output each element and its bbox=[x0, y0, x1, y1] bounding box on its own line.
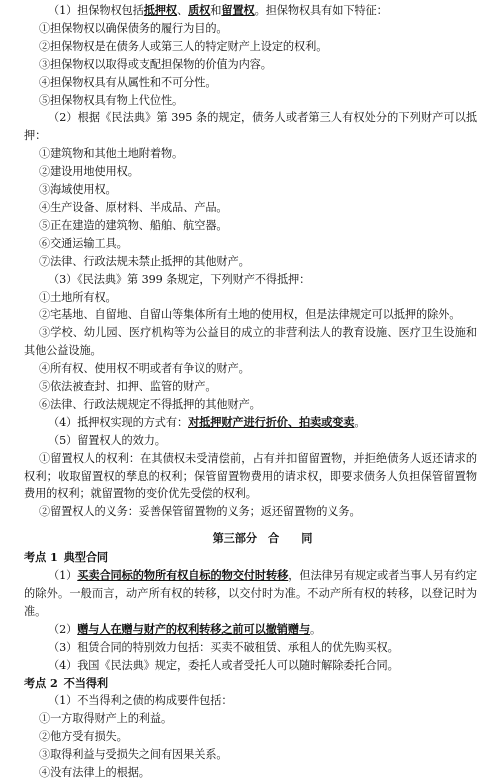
list-item: ①建筑物和其他土地附着物。 bbox=[39, 147, 184, 161]
text: 。 bbox=[354, 415, 366, 429]
topic-number: 考点 1 bbox=[24, 550, 58, 565]
list-item: ①土地所有权。 bbox=[39, 290, 117, 304]
list-item: ①留置权人的权利：在其债权未受清偿前，占有并扣留留置物，并拒绝债务人返还请求的权利；收取留置权的孳息的权利；保管留置物费用的请求权，即要求债务人负担保管留置物费用的权利；就留置物的变价优先受偿的权利。 bbox=[24, 451, 477, 501]
list-item: ⑤依法被查封、扣押、监管的财产。 bbox=[39, 380, 217, 394]
topic-title: 不当得利 bbox=[63, 675, 109, 690]
list-item: ②建设用地使用权。 bbox=[39, 165, 139, 179]
text: （1） bbox=[48, 569, 78, 583]
text: ，但法律另有规定或者当事人另有约定的除外。一般而言，动产所有权的转移，以交付时为准。不动产所有权的转移，以登记时为准。 bbox=[24, 569, 477, 618]
paragraph-mandate: （4）我国《民法典》规定，委托人或者受托人可以随时解除委托合同。 bbox=[48, 658, 399, 672]
list-item: ③海域使用权。 bbox=[39, 183, 117, 197]
paragraph-lien-effect: （5）留置权人的效力。 bbox=[48, 433, 166, 447]
emphasis-mortgage: 抵押权 bbox=[143, 3, 177, 17]
topic-heading bbox=[0, 675, 495, 693]
list-item: ①一方取得财产上的利益。 bbox=[39, 712, 173, 726]
emphasis-realization: 对抵押财产进行折价、拍卖或变卖 bbox=[188, 414, 355, 429]
list-item: ②担保物权是在债务人或第三人的特定财产上设定的权利。 bbox=[39, 39, 328, 53]
text: （2） bbox=[48, 622, 78, 636]
topic-heading bbox=[0, 549, 495, 567]
list-item: ⑤正在建造的建筑物、船舶、航空器。 bbox=[39, 218, 228, 232]
text: （1）担保物权包括 bbox=[48, 4, 144, 17]
list-item: ④生产设备、原材料、半成品、产品。 bbox=[39, 200, 228, 214]
list-item: ④没有法律上的根据。 bbox=[39, 766, 150, 780]
list-item: ⑦法律、行政法规未禁止抵押的其他财产。 bbox=[39, 254, 250, 268]
list-item: ②留置权人的义务：妥善保管留置物的义务；返还留置物的义务。 bbox=[39, 505, 361, 519]
paragraph-realization bbox=[0, 414, 495, 432]
emphasis-ownership-transfer: 买卖合同标的物所有权自标的物交付时转移 bbox=[77, 568, 289, 583]
emphasis-lien: 留置权 bbox=[221, 3, 255, 17]
emphasis-gift-revocation: 赠与人在赠与财产的权利转移之前可以撤销赠与 bbox=[77, 621, 311, 636]
list-item: ②宅基地、自留地、自留山等集体所有土地的使用权，但是法律规定可以抵押的除外。 bbox=[39, 308, 461, 322]
section-heading: 第三部分 合 同 bbox=[212, 531, 313, 546]
list-item: ③担保物权以取得或支配担保物的价值为内容。 bbox=[39, 57, 272, 71]
text: 。 bbox=[310, 622, 322, 636]
paragraph-lease: （3）租赁合同的特别效力包括：买卖不破租赁、承租人的优先购买权。 bbox=[48, 640, 399, 654]
list-item: ⑥法律、行政法规规定不得抵押的其他财产。 bbox=[39, 397, 261, 411]
paragraph-gift bbox=[0, 621, 495, 639]
text: 。担保物权具有如下特征： bbox=[254, 4, 388, 17]
paragraph-sale-contract bbox=[0, 567, 495, 621]
list-item: ④所有权、使用权不明或者有争议的财产。 bbox=[39, 362, 250, 376]
list-item: ③学校、幼儿园、医疗机构等为公益目的成立的非营利法人的教育设施、医疗卫生设施和其他公益设施。 bbox=[24, 326, 477, 358]
topic-title: 典型合同 bbox=[63, 550, 109, 565]
list-item: ④担保物权具有从属性和不可分性。 bbox=[39, 75, 217, 89]
text: （4）抵押权实现的方式有： bbox=[48, 415, 189, 429]
text: 和 bbox=[210, 4, 222, 17]
list-item: ⑤担保物权具有物上代位性。 bbox=[39, 93, 184, 107]
text: 、 bbox=[176, 4, 189, 17]
paragraph-unjust-enrichment: （1）不当得利之债的构成要件包括： bbox=[48, 694, 233, 708]
list-item: ②他方受有损失。 bbox=[39, 730, 128, 744]
paragraph-mortgage-property: （2）根据《民法典》第 395 条的规定，债务人或者第三人有权处分的下列财产可以抵押： bbox=[24, 111, 477, 143]
list-item: ⑥交通运输工具。 bbox=[39, 236, 128, 250]
topic-number: 考点 2 bbox=[24, 675, 58, 690]
emphasis-pledge: 质权 bbox=[188, 3, 211, 17]
list-item: ③取得利益与受损失之间有因果关系。 bbox=[39, 748, 228, 762]
paragraph-security-rights bbox=[0, 2, 495, 20]
paragraph-non-mortgage: （3）《民法典》第 399 条规定，下列财产不得抵押： bbox=[48, 272, 311, 286]
list-item: ①担保物权以确保债务的履行为目的。 bbox=[39, 21, 228, 35]
